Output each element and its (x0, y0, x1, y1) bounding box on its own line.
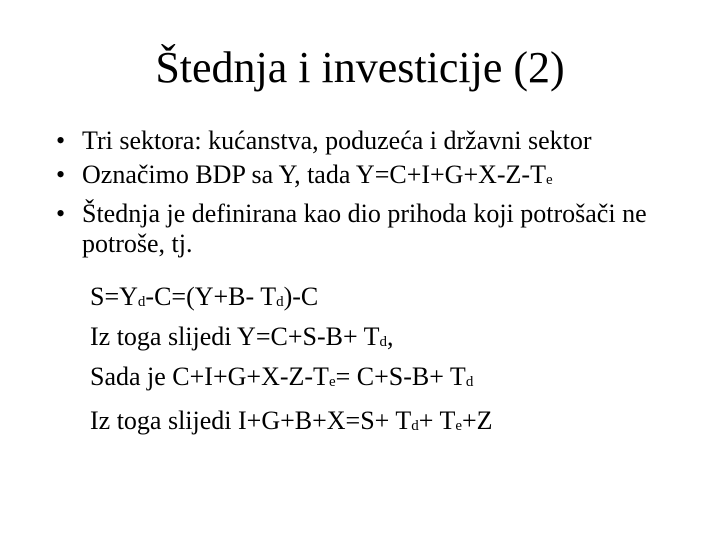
bullet-text: Štednja je definirana kao dio prihoda koji potrošači ne potroše, tj. (82, 199, 647, 258)
bullet-dot-icon: • (56, 199, 66, 228)
subscript: d (276, 294, 284, 310)
equation-part: + T (418, 406, 456, 435)
equation-identity (90, 362, 473, 397)
bullet-text: Označimo BDP sa Y, tada Y=C+I+G+X-Z-T (82, 160, 546, 189)
bullet-item-gdp (56, 160, 706, 195)
bullet-dot-icon: • (56, 126, 66, 155)
bullet-text: Tri sektora: kućanstva, poduzeća i državni sektor (82, 126, 592, 155)
bullet-item-sectors (56, 126, 706, 156)
equation-part: -C=(Y+B- T (145, 282, 277, 311)
equation-part: = C+S-B+ T (335, 362, 466, 391)
subscript: d (137, 294, 146, 310)
equation-part: Iz toga slijedi Y=C+S-B+ T (90, 322, 380, 351)
subscript: d (465, 374, 474, 390)
subscript: d (379, 334, 388, 350)
equation-part: Sada je C+I+G+X-Z-T (90, 362, 329, 391)
bullet-list (56, 126, 706, 263)
equation-savings (90, 282, 318, 317)
bullet-item-savings (56, 199, 706, 259)
equation-part: S=Y (90, 282, 138, 311)
equation-part: +Z (462, 406, 493, 435)
bullet-dot-icon: • (56, 160, 66, 189)
equation-income (90, 322, 394, 357)
equation-part: , (387, 322, 394, 351)
equation-investment (90, 406, 493, 441)
subscript: e (545, 172, 553, 188)
subscript: e (328, 374, 336, 390)
equation-part: Iz toga slijedi I+G+B+X=S+ T (90, 406, 412, 435)
subscript: e (455, 418, 463, 434)
equation-part: )-C (283, 282, 319, 311)
subscript: d (411, 418, 419, 434)
slide-title: Štednja i investicije (2) (155, 43, 565, 92)
